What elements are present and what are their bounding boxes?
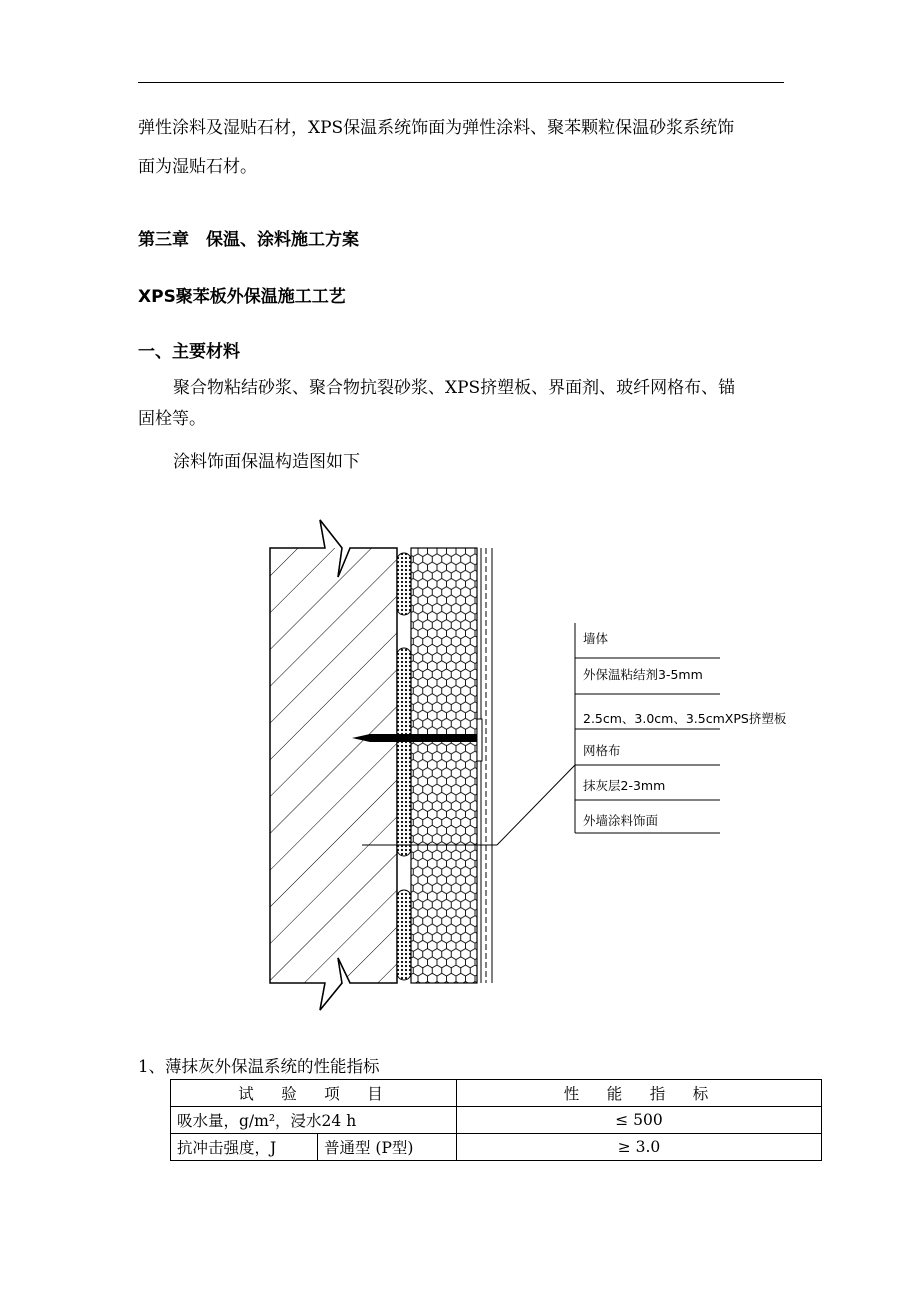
label-finish: 外墙涂料饰面 — [583, 813, 659, 828]
adhesive-dabs — [397, 553, 411, 980]
table-title: 1、薄抹灰外保温系统的性能指标 — [138, 1057, 380, 1076]
table-row — [171, 1107, 822, 1134]
xps-board — [411, 548, 477, 983]
chapter-heading: 第三章 保温、涂料施工方案 — [138, 230, 359, 250]
table-row — [171, 1134, 822, 1161]
row-subitem: 普通型 (P型) — [318, 1134, 457, 1161]
section-heading: XPS聚苯板外保温施工工艺 — [138, 287, 346, 307]
label-mesh: 网格布 — [583, 743, 621, 758]
row-item: 吸水量，g/m²，浸水24 h — [171, 1107, 457, 1134]
surface-layers — [481, 548, 492, 983]
label-adhesive: 外保温粘结剂3-5mm — [583, 667, 703, 682]
subsection-heading: 一、主要材料 — [138, 342, 240, 362]
intro-line-2: 面为湿贴石材。 — [138, 157, 257, 177]
row-value: ≥ 3.0 — [457, 1134, 822, 1161]
performance-table — [170, 1079, 822, 1161]
intro-line-1: 弹性涂料及湿贴石材，XPS保温系统饰面为弹性涂料、聚苯颗粒保温砂浆系统饰 — [138, 118, 735, 138]
label-xps-board: 2.5cm、3.0cm、3.5cmXPS挤塑板 — [583, 711, 787, 726]
diagram-caption: 涂料饰面保温构造图如下 — [173, 452, 360, 472]
row-value: ≤ 500 — [457, 1107, 822, 1134]
label-wall: 墙体 — [583, 631, 609, 646]
row-item: 抗冲击强度，J — [171, 1134, 318, 1161]
materials-line-1: 聚合物粘结砂浆、聚合物抗裂砂浆、XPS挤塑板、界面剂、玻纤网格布、锚 — [173, 378, 736, 398]
table-header-row — [171, 1080, 822, 1107]
label-render: 抹灰层2-3mm — [583, 778, 666, 793]
materials-line-2: 固栓等。 — [138, 409, 206, 429]
header-indicator: 性 能 指 标 — [457, 1080, 822, 1107]
header-test-item: 试 验 项 目 — [171, 1080, 457, 1107]
wall-section — [270, 520, 397, 1010]
